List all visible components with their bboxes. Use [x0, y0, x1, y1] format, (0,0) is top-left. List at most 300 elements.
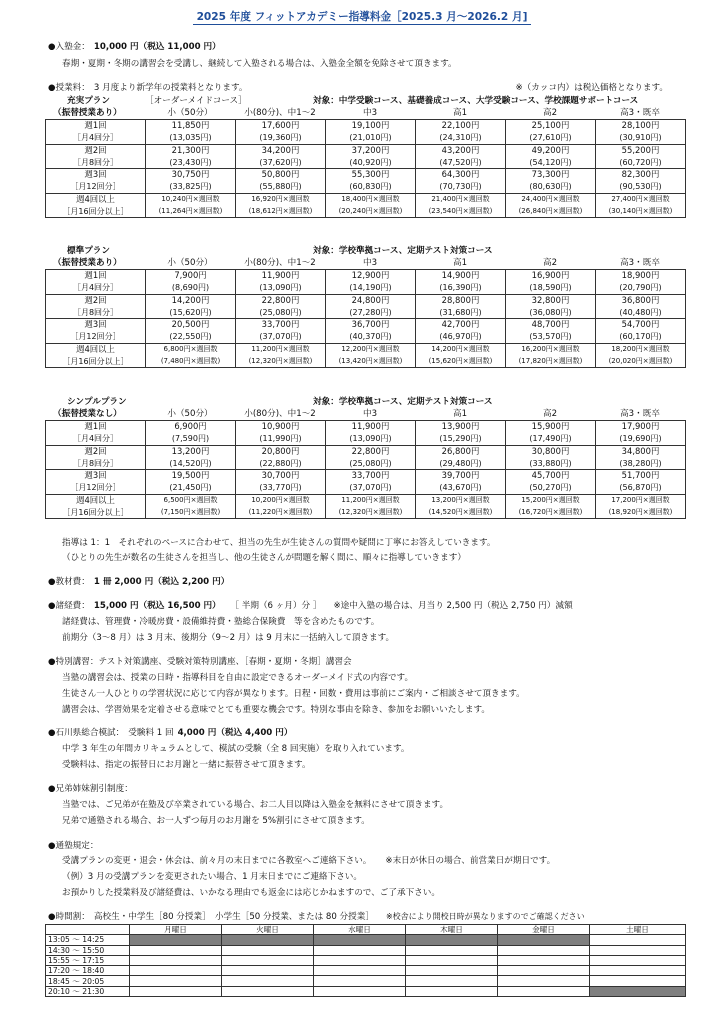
price-cell: 11,900円: [326, 421, 416, 433]
price-cell: 7,900円: [146, 270, 236, 282]
column-header: 小（50分）: [167, 258, 213, 268]
taxed-price-cell: (13,090円): [236, 282, 326, 294]
price-cell: 6,500円×週回数: [146, 494, 236, 506]
price-cell: 6,800円×週回数: [146, 343, 236, 355]
price-cell: 30,700円: [236, 470, 326, 482]
plan-name: 標準プラン: [67, 246, 110, 256]
open-cell: [222, 955, 314, 965]
taxed-price-cell: (13,035円): [146, 132, 236, 144]
taxed-price-cell: (60,830円): [326, 181, 416, 193]
taxed-price-cell: (7,590円): [146, 433, 236, 445]
taxed-price-cell: (90,530円): [596, 181, 686, 193]
plan-simple: [45, 396, 685, 519]
taxed-price-cell: (7,480円×週回数): [146, 356, 236, 368]
price-cell: 30,750円: [146, 169, 236, 181]
price-cell: 28,800円: [416, 294, 506, 306]
tuition-line: ●授業料： 3 月度より新学年の授業料となります。: [48, 83, 248, 93]
column-header: 高1: [452, 108, 468, 118]
table-row-taxed: [46, 433, 686, 445]
rules-line-1: 受講プランの変更・退会・休会は、前々月の末日までに各教室へご連絡下さい。 ※末日が休日の場合、前営業日が期日です。: [62, 856, 556, 866]
open-cell: [406, 976, 498, 986]
price-cell: 33,700円: [236, 319, 326, 331]
taxed-price-cell: (40,480円): [596, 306, 686, 318]
fee-table: [45, 420, 686, 519]
price-cell: 32,800円: [506, 294, 596, 306]
row-label: 週4回以上: [46, 193, 146, 205]
column-header: 中3: [362, 258, 378, 268]
table-row: [46, 494, 686, 506]
price-cell: 43,200円: [416, 144, 506, 156]
price-cell: 36,700円: [326, 319, 416, 331]
taxed-price-cell: (60,720円): [596, 156, 686, 168]
schedule-row: [46, 935, 686, 945]
plan-name: シンプルプラン: [67, 397, 127, 407]
open-cell: [314, 966, 406, 976]
table-row-taxed: [46, 181, 686, 193]
taxed-price-cell: (11,990円): [236, 433, 326, 445]
exam-line: ●石川県総合模試： 受験料 1 回 4,000 円（税込 4,400 円）: [48, 728, 293, 738]
taxed-price-cell: (40,920円): [326, 156, 416, 168]
table-row: [46, 421, 686, 433]
ratio-note-1: 指導は 1：1 それぞれのペースに合わせて、担当の先生が生徒さんの質問や疑問に丁寧にお答えしていきます。: [62, 538, 496, 548]
taxed-price-cell: (18,590円): [506, 282, 596, 294]
price-cell: 11,850円: [146, 120, 236, 132]
price-cell: 18,200円×週回数: [596, 343, 686, 355]
taxed-price-cell: (17,820円×週回数): [506, 356, 596, 368]
column-header: 高1: [452, 409, 468, 419]
taxed-price-cell: (80,630円): [506, 181, 596, 193]
price-cell: 22,100円: [416, 120, 506, 132]
sibling-heading: ●兄弟姉妹割引制度：: [48, 784, 133, 794]
price-cell: 24,800円: [326, 294, 416, 306]
open-cell: [406, 966, 498, 976]
rules-line-3: お預かりした授業料及び諸経費は、いかなる理由でも返金には応じかねますので、ご了承下さい。: [62, 888, 440, 898]
price-cell: 73,300円: [506, 169, 596, 181]
open-cell: [314, 955, 406, 965]
tax-note: ※（カッコ内）は税込価格となります。: [515, 83, 668, 93]
taxed-price-cell: (18,612円×週回数): [236, 206, 326, 218]
table-row-taxed: [46, 331, 686, 343]
row-sublabel: ［月16回分以上］: [46, 507, 146, 519]
price-cell: 16,920円×週回数: [236, 193, 326, 205]
price-cell: 14,200円: [146, 294, 236, 306]
row-label: 週2回: [46, 144, 146, 156]
schedule-row: [46, 966, 686, 976]
column-header: 小(80分)、中1～2: [244, 108, 316, 118]
table-row-taxed: [46, 457, 686, 469]
price-cell: 10,200円×週回数: [236, 494, 326, 506]
price-cell: 26,800円: [416, 445, 506, 457]
taxed-price-cell: (14,190円): [326, 282, 416, 294]
open-cell: [498, 986, 590, 996]
price-cell: 13,900円: [416, 421, 506, 433]
open-cell: [314, 986, 406, 996]
taxed-price-cell: (20,020円×週回数): [596, 356, 686, 368]
taxed-price-cell: (33,770円): [236, 482, 326, 494]
price-cell: 21,400円×週回数: [416, 193, 506, 205]
taxed-price-cell: (43,670円): [416, 482, 506, 494]
taxed-price-cell: (25,080円): [236, 306, 326, 318]
row-sublabel: ［月16回分以上］: [46, 356, 146, 368]
row-label: 週1回: [46, 270, 146, 282]
fees-detail-1: 諸経費は、管理費・冷暖房費・設備維持費・塾総合保険費 等を含めたものです。: [62, 617, 380, 627]
closed-cell: [406, 935, 498, 945]
taxed-price-cell: (19,360円): [236, 132, 326, 144]
schedule-corner: [46, 925, 130, 935]
price-cell: 18,900円: [596, 270, 686, 282]
price-cell: 51,700円: [596, 470, 686, 482]
column-header: 小(80分)、中1～2: [244, 409, 316, 419]
row-sublabel: ［月8回分］: [46, 156, 146, 168]
open-cell: [222, 945, 314, 955]
fee-table: [45, 269, 686, 368]
taxed-price-cell: (33,825円): [146, 181, 236, 193]
price-cell: 13,200円×週回数: [416, 494, 506, 506]
table-row-taxed: [46, 282, 686, 294]
column-header: 高2: [542, 258, 558, 268]
day-header: 木曜日: [406, 925, 498, 935]
plan-custom-label: ［オーダーメイドコース］: [145, 96, 247, 106]
plan-sub: （振替授業なし）: [53, 409, 122, 419]
price-cell: 39,700円: [416, 470, 506, 482]
time-slot: 17:20 ～ 18:40: [46, 966, 130, 976]
ratio-note-2: （ひとりの先生が数名の生徒さんを担当し、他の生徒さんが問題を解く間に、順々に指導していきます）: [62, 553, 466, 563]
price-cell: 19,100円: [326, 120, 416, 132]
exam-line-2: 受験料は、指定の振替日にお月謝と一緒に振替させて頂きます。: [62, 760, 311, 770]
taxed-price-cell: (13,420円×週回数): [326, 356, 416, 368]
schedule-header-row: [46, 925, 686, 935]
table-row: [46, 120, 686, 132]
taxed-price-cell: (53,570円): [506, 331, 596, 343]
taxed-price-cell: (27,610円): [506, 132, 596, 144]
price-cell: 45,700円: [506, 470, 596, 482]
plan-name: 充実プラン: [67, 96, 110, 106]
open-cell: [130, 966, 222, 976]
open-cell: [590, 976, 686, 986]
price-cell: 16,200円×週回数: [506, 343, 596, 355]
row-label: 週4回以上: [46, 494, 146, 506]
taxed-price-cell: (30,140円×週回数): [596, 206, 686, 218]
row-sublabel: ［月4回分］: [46, 132, 146, 144]
row-sublabel: ［月12回分］: [46, 181, 146, 193]
taxed-price-cell: (37,070円): [326, 482, 416, 494]
open-cell: [406, 945, 498, 955]
taxed-price-cell: (22,880円): [236, 457, 326, 469]
taxed-price-cell: (20,240円×週回数): [326, 206, 416, 218]
taxed-price-cell: (18,920円×週回数): [596, 507, 686, 519]
price-cell: 22,800円: [326, 445, 416, 457]
schedule-row: [46, 976, 686, 986]
price-cell: 54,700円: [596, 319, 686, 331]
schedule-table: [45, 924, 686, 997]
open-cell: [130, 986, 222, 996]
time-slot: 15:55 ～ 17:15: [46, 955, 130, 965]
taxed-price-cell: (55,880円): [236, 181, 326, 193]
price-cell: 20,800円: [236, 445, 326, 457]
time-slot: 13:05 ～ 14:25: [46, 935, 130, 945]
row-sublabel: ［月8回分］: [46, 306, 146, 318]
price-cell: 18,400円×週回数: [326, 193, 416, 205]
taxed-price-cell: (21,010円): [326, 132, 416, 144]
day-header: 土曜日: [590, 925, 686, 935]
column-header: 高2: [542, 409, 558, 419]
taxed-price-cell: (25,080円): [326, 457, 416, 469]
plan-hyoujun: [45, 245, 685, 368]
plan-header: [45, 95, 685, 119]
rules-line-2: （例）3 月の受講プランを変更されたい場合、1 月末日までにご連絡下さい。: [62, 872, 362, 882]
row-label: 週3回: [46, 169, 146, 181]
price-cell: 12,900円: [326, 270, 416, 282]
price-cell: 82,300円: [596, 169, 686, 181]
row-sublabel: ［月16回分以上］: [46, 206, 146, 218]
price-cell: 10,240円×週回数: [146, 193, 236, 205]
row-sublabel: ［月12回分］: [46, 331, 146, 343]
special-line-2: 生徒さん一人ひとりの学習状況に応じて内容が異なります。日程・回数・費用は事前にご案内・ご相談させて頂きます。: [62, 689, 525, 699]
column-header: 中3: [362, 409, 378, 419]
plan-header: [45, 245, 685, 269]
price-cell: 10,900円: [236, 421, 326, 433]
price-cell: 42,700円: [416, 319, 506, 331]
price-cell: 33,700円: [326, 470, 416, 482]
time-slot: 18:45 ～ 20:05: [46, 976, 130, 986]
row-label: 週2回: [46, 294, 146, 306]
price-cell: 28,100円: [596, 120, 686, 132]
fee-table: [45, 119, 686, 218]
taxed-price-cell: (17,490円): [506, 433, 596, 445]
schedule-row: [46, 955, 686, 965]
open-cell: [498, 976, 590, 986]
price-cell: 55,200円: [596, 144, 686, 156]
table-row: [46, 343, 686, 355]
taxed-price-cell: (11,264円×週回数): [146, 206, 236, 218]
open-cell: [314, 976, 406, 986]
price-cell: 14,900円: [416, 270, 506, 282]
open-cell: [314, 945, 406, 955]
price-cell: 48,700円: [506, 319, 596, 331]
column-header: 高3・既卒: [620, 409, 660, 419]
schedule-heading: ●時間割： 高校生・中学生［80 分授業］ 小学生［50 分授業、または 80 分授業］ ※校舎により開校日時が異なりますのでご確認ください: [48, 912, 585, 922]
exam-line-1: 中学 3 年生の年間カリキュラムとして、模試の受験（全 8 回実施）を取り入れています。: [62, 744, 410, 754]
plan-sub: （振替授業あり）: [53, 258, 122, 268]
price-cell: 15,200円×週回数: [506, 494, 596, 506]
column-header: 小（50分）: [167, 108, 213, 118]
taxed-price-cell: (54,120円): [506, 156, 596, 168]
table-row: [46, 445, 686, 457]
price-cell: 64,300円: [416, 169, 506, 181]
time-slot: 20:10 ～ 21:30: [46, 986, 130, 996]
table-row-taxed: [46, 132, 686, 144]
taxed-price-cell: (24,310円): [416, 132, 506, 144]
price-cell: 55,300円: [326, 169, 416, 181]
closed-cell: [498, 935, 590, 945]
taxed-price-cell: (23,430円): [146, 156, 236, 168]
taxed-price-cell: (50,270円): [506, 482, 596, 494]
table-row: [46, 193, 686, 205]
fees-line: ●諸経費： 15,000 円（税込 16,500 円） ［ 半期（6 ヶ月）分 ］ ※途中入塾の場合は、月当り 2,500 円（税込 2,750 円）減額: [48, 601, 573, 611]
open-cell: [590, 966, 686, 976]
table-row: [46, 294, 686, 306]
row-label: 週3回: [46, 470, 146, 482]
closed-cell: [130, 935, 222, 945]
taxed-price-cell: (23,540円×週回数): [416, 206, 506, 218]
price-cell: 19,500円: [146, 470, 236, 482]
materials-line: ●教材費： 1 冊 2,000 円（税込 2,200 円）: [48, 577, 230, 587]
price-cell: 17,200円×週回数: [596, 494, 686, 506]
open-cell: [222, 976, 314, 986]
table-row-taxed: [46, 507, 686, 519]
table-row-taxed: [46, 306, 686, 318]
price-cell: 50,800円: [236, 169, 326, 181]
open-cell: [222, 966, 314, 976]
taxed-price-cell: (46,970円): [416, 331, 506, 343]
table-row: [46, 470, 686, 482]
open-cell: [498, 966, 590, 976]
rules-heading: ●通塾規定：: [48, 841, 99, 851]
row-sublabel: ［月4回分］: [46, 433, 146, 445]
open-cell: [590, 935, 686, 945]
taxed-price-cell: (40,370円): [326, 331, 416, 343]
fees-detail-2: 前期分（3～8 月）は 3 月末、後期分（9～2 月）は 9 月末に一括納入して頂きます。: [62, 633, 395, 643]
row-label: 週3回: [46, 319, 146, 331]
table-row-taxed: [46, 156, 686, 168]
plan-target: 対象：中学受験コース、基礎養成コース、大学受験コース、学校課題サポートコース: [313, 96, 639, 106]
table-row: [46, 319, 686, 331]
open-cell: [406, 986, 498, 996]
special-line-3: 講習会は、学習効果を定着させる意味でとても重要な機会です。特別な事由を除き、参加をお願いいたします。: [62, 705, 490, 715]
schedule-row: [46, 945, 686, 955]
plan-juujitsu: [45, 95, 685, 218]
day-header: 火曜日: [222, 925, 314, 935]
schedule-table-wrap: [45, 924, 685, 997]
special-line-1: 当塾の講習会は、授業の日時・指導科目を自由に設定できるオーダーメイド式の内容です。: [62, 673, 414, 683]
taxed-price-cell: (15,290円): [416, 433, 506, 445]
page-title: 2025 年度 フィットアカデミー指導料金［2025.3 月～2026.2 月]: [0, 9, 724, 24]
column-header: 小(80分)、中1～2: [244, 258, 316, 268]
row-sublabel: ［月4回分］: [46, 282, 146, 294]
column-header: 高3・既卒: [620, 258, 660, 268]
sibling-line-2: 兄弟で通塾される場合、お一人ずつ毎月のお月謝を 5%割引にさせて頂きます。: [62, 816, 370, 826]
price-cell: 24,400円×週回数: [506, 193, 596, 205]
taxed-price-cell: (30,910円): [596, 132, 686, 144]
price-cell: 11,200円×週回数: [236, 343, 326, 355]
open-cell: [498, 945, 590, 955]
column-header: 中3: [362, 108, 378, 118]
open-cell: [222, 986, 314, 996]
table-row: [46, 144, 686, 156]
taxed-price-cell: (15,620円): [146, 306, 236, 318]
open-cell: [590, 945, 686, 955]
taxed-price-cell: (13,090円): [326, 433, 416, 445]
closed-cell: [590, 986, 686, 996]
sibling-line-1: 当塾では、ご兄弟が在塾及び卒業されている場合、お二人目以降は入塾金を無料にさせて頂きます。: [62, 800, 449, 810]
price-cell: 27,400円×週回数: [596, 193, 686, 205]
taxed-price-cell: (70,730円): [416, 181, 506, 193]
row-label: 週1回: [46, 120, 146, 132]
closed-cell: [314, 935, 406, 945]
row-sublabel: ［月12回分］: [46, 482, 146, 494]
price-cell: 16,900円: [506, 270, 596, 282]
table-row-taxed: [46, 206, 686, 218]
taxed-price-cell: (12,320円×週回数): [326, 507, 416, 519]
row-label: 週2回: [46, 445, 146, 457]
taxed-price-cell: (29,480円): [416, 457, 506, 469]
price-cell: 11,900円: [236, 270, 326, 282]
closed-cell: [222, 935, 314, 945]
price-cell: 34,200円: [236, 144, 326, 156]
row-sublabel: ［月8回分］: [46, 457, 146, 469]
taxed-price-cell: (21,450円): [146, 482, 236, 494]
row-label: 週1回: [46, 421, 146, 433]
schedule-row: [46, 986, 686, 996]
taxed-price-cell: (22,550円): [146, 331, 236, 343]
taxed-price-cell: (15,620円×週回数): [416, 356, 506, 368]
price-cell: 22,800円: [236, 294, 326, 306]
taxed-price-cell: (47,520円): [416, 156, 506, 168]
price-cell: 34,800円: [596, 445, 686, 457]
row-label: 週4回以上: [46, 343, 146, 355]
taxed-price-cell: (11,220円×週回数): [236, 507, 326, 519]
open-cell: [590, 955, 686, 965]
price-cell: 11,200円×週回数: [326, 494, 416, 506]
taxed-price-cell: (16,720円×週回数): [506, 507, 596, 519]
plan-sub: （振替授業あり）: [53, 108, 122, 118]
taxed-price-cell: (8,690円): [146, 282, 236, 294]
taxed-price-cell: (19,690円): [596, 433, 686, 445]
price-cell: 25,100円: [506, 120, 596, 132]
table-row-taxed: [46, 356, 686, 368]
open-cell: [130, 945, 222, 955]
taxed-price-cell: (37,620円): [236, 156, 326, 168]
plan-target: 対象：学校準拠コース、定期テスト対策コース: [313, 397, 493, 407]
taxed-price-cell: (36,080円): [506, 306, 596, 318]
day-header: 月曜日: [130, 925, 222, 935]
price-cell: 14,200円×週回数: [416, 343, 506, 355]
open-cell: [406, 955, 498, 965]
taxed-price-cell: (27,280円): [326, 306, 416, 318]
plan-header: [45, 396, 685, 420]
price-cell: 21,300円: [146, 144, 236, 156]
price-cell: 37,200円: [326, 144, 416, 156]
taxed-price-cell: (14,520円): [146, 457, 236, 469]
taxed-price-cell: (60,170円): [596, 331, 686, 343]
column-header: 高2: [542, 108, 558, 118]
taxed-price-cell: (38,280円): [596, 457, 686, 469]
plan-target: 対象：学校準拠コース、定期テスト対策コース: [313, 246, 493, 256]
enrollment-note: 春期・夏期・冬期の講習会を受講し、継続して入塾される場合は、入塾金全額を免除させて頂きます。: [62, 59, 457, 69]
price-cell: 17,900円: [596, 421, 686, 433]
taxed-price-cell: (26,840円×週回数): [506, 206, 596, 218]
price-cell: 15,900円: [506, 421, 596, 433]
price-cell: 12,200円×週回数: [326, 343, 416, 355]
price-cell: 13,200円: [146, 445, 236, 457]
taxed-price-cell: (37,070円): [236, 331, 326, 343]
taxed-price-cell: (7,150円×週回数): [146, 507, 236, 519]
day-header: 金曜日: [498, 925, 590, 935]
taxed-price-cell: (33,880円): [506, 457, 596, 469]
taxed-price-cell: (56,870円): [596, 482, 686, 494]
price-cell: 36,800円: [596, 294, 686, 306]
table-row-taxed: [46, 482, 686, 494]
taxed-price-cell: (14,520円×週回数): [416, 507, 506, 519]
price-cell: 6,900円: [146, 421, 236, 433]
enrollment-line: ●入塾金： 10,000 円（税込 11,000 円）: [48, 42, 221, 52]
column-header: 高1: [452, 258, 468, 268]
price-cell: 17,600円: [236, 120, 326, 132]
taxed-price-cell: (20,790円): [596, 282, 686, 294]
price-cell: 49,200円: [506, 144, 596, 156]
taxed-price-cell: (16,390円): [416, 282, 506, 294]
price-cell: 30,800円: [506, 445, 596, 457]
